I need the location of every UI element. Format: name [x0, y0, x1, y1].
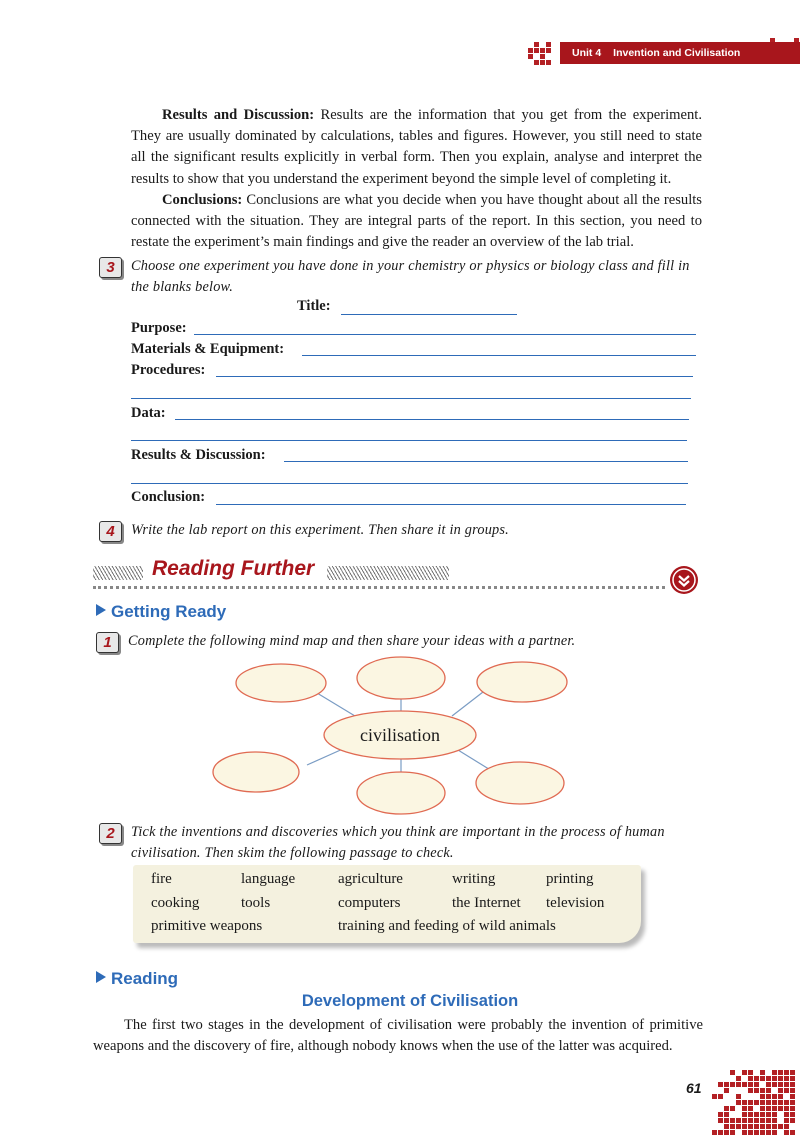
passage-text: The first two stages in the development of civilisation were probably the invention of primitive weapons and the discovery of fire, although nobody knows when the use of the latter was acquired.	[93, 1017, 703, 1055]
task-1-instruction: Complete the following mind map and then share your ideas with a partner.	[128, 633, 576, 649]
decor-pixel	[784, 1100, 789, 1105]
decor-pixel	[730, 1070, 735, 1075]
decor-pixel	[790, 1106, 795, 1111]
decor-pixel	[778, 1076, 783, 1081]
section-divider	[93, 586, 665, 589]
decor-pixel	[742, 1070, 747, 1075]
results-blank-1[interactable]	[284, 461, 688, 462]
decor-pixel	[766, 1088, 771, 1093]
decor-pixel	[748, 1118, 753, 1123]
decor-pixel	[534, 42, 539, 47]
conclusion-blank[interactable]	[216, 504, 686, 505]
task-4-instruction: Write the lab report on this experiment. Then share it in groups.	[131, 522, 509, 538]
passage-paragraph	[93, 1015, 703, 1057]
decor-pixel	[730, 1124, 735, 1129]
decor-pixel	[712, 1130, 717, 1135]
decor-pixel	[754, 1088, 759, 1093]
decor-pixel	[754, 1130, 759, 1135]
decor-pixel	[784, 1112, 789, 1117]
reading-heading	[96, 969, 178, 989]
decor-pixel	[742, 1100, 747, 1105]
word-television[interactable]: television	[546, 895, 605, 911]
decor-pixel	[736, 1094, 741, 1099]
decor-pixel	[736, 1118, 741, 1123]
data-blank-1[interactable]	[175, 419, 689, 420]
decor-pixel	[772, 1118, 777, 1123]
decor-pixel	[778, 1094, 783, 1099]
decor-pixel	[766, 1082, 771, 1087]
decor-pixel	[742, 1118, 747, 1123]
results-blank-2[interactable]	[131, 483, 688, 484]
decor-pixel	[534, 48, 539, 53]
decor-pixel	[784, 1076, 789, 1081]
decor-pixel	[742, 1112, 747, 1117]
decor-pixel	[790, 1100, 795, 1105]
decor-pixel	[772, 1076, 777, 1081]
materials-label: Materials & Equipment:	[131, 341, 285, 357]
decor-pixel	[742, 1106, 747, 1111]
word-language[interactable]: language	[241, 871, 296, 887]
unit-number: Unit 4	[572, 47, 602, 59]
decor-pixel	[784, 1070, 789, 1075]
decor-pixel	[724, 1082, 729, 1087]
decor-pixel	[790, 1070, 795, 1075]
decor-pixel	[772, 1106, 777, 1111]
decor-pixel	[724, 1118, 729, 1123]
procedures-blank-2[interactable]	[131, 398, 691, 399]
mind-map-bubble-bottom-right[interactable]	[476, 762, 564, 804]
decor-pixel	[790, 1094, 795, 1099]
decor-pixel	[760, 1130, 765, 1135]
decor-pixel	[760, 1106, 765, 1111]
decor-pixel	[760, 1124, 765, 1129]
decor-pixel	[754, 1100, 759, 1105]
decor-pixel	[760, 1118, 765, 1123]
data-label: Data:	[131, 405, 166, 421]
decor-pixel	[760, 1112, 765, 1117]
decor-pixel	[742, 1124, 747, 1129]
reading-label: Reading	[111, 969, 179, 988]
decor-pixel	[790, 1118, 795, 1123]
decor-pixel	[748, 1100, 753, 1105]
decor-pixel	[540, 60, 545, 65]
conclusion-label: Conclusion:	[131, 489, 206, 505]
chevron-down-icon[interactable]	[670, 566, 698, 594]
unit-header	[560, 42, 800, 64]
getting-ready-label: Getting Ready	[111, 602, 227, 621]
decor-pixel	[778, 1100, 783, 1105]
decor-pixel	[784, 1088, 789, 1093]
word-computers[interactable]: computers	[338, 895, 401, 911]
task-3-instruction: Choose one experiment you have done in your chemistry or physics or biology class and fill in the blanks below.	[131, 258, 690, 295]
decor-pixel	[754, 1124, 759, 1129]
decor-pixel	[748, 1124, 753, 1129]
title-blank[interactable]	[341, 314, 517, 315]
decor-pixel	[790, 1076, 795, 1081]
procedures-label: Procedures:	[131, 362, 206, 378]
decor-pixel	[534, 60, 539, 65]
decor-pixel	[784, 1082, 789, 1087]
decor-pixel	[546, 48, 551, 53]
results-text: Results are the information that you get from the experiment. They are usually dominated by calculations, tables and figures. However, you still need to state all the significant results explicitly in verbal form. Then you explain, analyse and interpret the results to show that you understand the experiment beyond the simple level of completing it.	[131, 107, 702, 187]
title-label: Title:	[297, 298, 331, 314]
decor-pixel	[748, 1088, 753, 1093]
results-field-label: Results & Discussion:	[131, 447, 266, 463]
decor-pixel	[790, 1112, 795, 1117]
word-writing[interactable]: writing	[452, 871, 496, 887]
word-cooking[interactable]: cooking	[151, 895, 200, 911]
decor-pixel	[718, 1082, 723, 1087]
passage-title: Development of Civilisation	[301, 992, 519, 1010]
decor-pixel	[772, 1124, 777, 1129]
decor-pixel	[760, 1100, 765, 1105]
word-agriculture[interactable]: agriculture	[338, 871, 403, 887]
decor-pixel	[754, 1082, 759, 1087]
results-discussion-paragraph	[131, 105, 702, 190]
decor-pixel	[766, 1124, 771, 1129]
decor-pixel	[766, 1106, 771, 1111]
decor-pixel	[718, 1094, 723, 1099]
decor-pixel	[766, 1100, 771, 1105]
mind-map	[200, 650, 600, 820]
triangle-icon	[96, 971, 106, 983]
mind-map-bubble-bottom-center[interactable]	[357, 772, 445, 814]
decor-pixel	[772, 1112, 777, 1117]
decor-pixel	[540, 48, 545, 53]
conclusions-label: Conclusions:	[162, 192, 243, 208]
getting-ready-heading	[96, 602, 226, 622]
word-internet[interactable]: the Internet	[452, 895, 521, 911]
decor-pixel	[742, 1130, 747, 1135]
task-number-3: 3	[99, 257, 122, 278]
decor-pixel	[724, 1124, 729, 1129]
decor-pixel	[772, 1094, 777, 1099]
task-number-2: 2	[99, 823, 122, 844]
decor-pixel	[748, 1076, 753, 1081]
decor-pixel	[790, 1082, 795, 1087]
decor-pixel	[724, 1130, 729, 1135]
section-title-reading-further: Reading Further	[152, 557, 315, 580]
decor-pixel	[712, 1094, 717, 1099]
decor-pixel	[778, 1124, 783, 1129]
decor-pixel	[736, 1100, 741, 1105]
decor-pixel	[754, 1076, 759, 1081]
decor-pixel	[784, 1118, 789, 1123]
word-tools[interactable]: tools	[241, 895, 271, 911]
word-printing[interactable]: printing	[546, 871, 594, 887]
mind-map-bubble-bottom-left[interactable]	[213, 752, 299, 792]
decor-pixel	[766, 1118, 771, 1123]
mind-map-bubble-top-center[interactable]	[357, 657, 445, 699]
hatch-right	[327, 566, 449, 580]
decor-pixel	[724, 1106, 729, 1111]
decor-pixel	[718, 1130, 723, 1135]
conclusions-paragraph	[131, 190, 702, 254]
decor-pixel	[730, 1130, 735, 1135]
decor-pixel	[730, 1082, 735, 1087]
decor-pixel	[748, 1070, 753, 1075]
decor-pixel	[778, 1070, 783, 1075]
hatch-left	[93, 566, 143, 580]
decor-pixel	[784, 1124, 789, 1129]
decor-pixel	[718, 1118, 723, 1123]
decor-pixel	[546, 42, 551, 47]
decor-pixel	[742, 1082, 747, 1087]
decor-pixel	[766, 1130, 771, 1135]
word-primitive-weapons[interactable]: primitive weapons	[151, 918, 263, 934]
decor-pixel	[528, 48, 533, 53]
purpose-blank[interactable]	[194, 334, 696, 335]
mind-map-center-text: civilisation	[360, 725, 440, 745]
decor-pixel	[772, 1100, 777, 1105]
decor-pixel	[760, 1094, 765, 1099]
unit-title: Invention and Civilisation	[613, 47, 741, 59]
decor-pixel	[724, 1088, 729, 1093]
triangle-icon	[96, 604, 106, 616]
mind-map-bubble-top-right[interactable]	[477, 662, 567, 702]
decor-pixel	[784, 1130, 789, 1135]
decor-pixel	[772, 1082, 777, 1087]
decor-pixel	[528, 54, 533, 59]
procedures-blank-1[interactable]	[216, 376, 693, 377]
decor-pixel	[766, 1094, 771, 1099]
decor-pixel	[790, 1088, 795, 1093]
materials-blank[interactable]	[302, 355, 696, 356]
decor-pixel	[766, 1112, 771, 1117]
decor-pixel	[748, 1082, 753, 1087]
word-wild-animals[interactable]: training and feeding of wild animals	[338, 918, 556, 934]
purpose-label: Purpose:	[131, 320, 187, 336]
word-fire[interactable]: fire	[151, 871, 172, 887]
mind-map-bubble-top-left[interactable]	[236, 664, 326, 702]
decor-pixel	[748, 1112, 753, 1117]
decor-pixel	[766, 1076, 771, 1081]
decor-pixel	[778, 1106, 783, 1111]
decor-pixel	[546, 60, 551, 65]
decor-pixel	[730, 1118, 735, 1123]
results-label: Results and Discussion:	[162, 107, 315, 123]
decor-pixel	[754, 1112, 759, 1117]
decor-pixel	[730, 1106, 735, 1111]
decor-pixel	[772, 1070, 777, 1075]
decor-pixel	[778, 1088, 783, 1093]
task-number-1: 1	[96, 632, 119, 653]
decor-pixel	[736, 1124, 741, 1129]
conclusions-text: Conclusions are what you decide when you have thought about all the results connected with the situation. They are integral parts of the report. In this section, you need to restate the experiment’s main findings and give the reader an overview of the lab trial.	[131, 192, 702, 251]
decor-pixel	[748, 1130, 753, 1135]
decor-pixel	[724, 1112, 729, 1117]
task-2-instruction: Tick the inventions and discoveries which you think are important in the process of human civilisation. Then skim the following passage to check.	[131, 824, 665, 861]
decor-pixel	[540, 54, 545, 59]
decor-pixel	[778, 1082, 783, 1087]
decor-pixel	[754, 1118, 759, 1123]
decor-pixel	[772, 1130, 777, 1135]
decor-pixel	[760, 1076, 765, 1081]
decor-pixel	[784, 1106, 789, 1111]
task-number-4: 4	[99, 521, 122, 542]
decor-pixel	[748, 1106, 753, 1111]
data-blank-2[interactable]	[131, 440, 687, 441]
decor-pixel	[760, 1088, 765, 1093]
decor-pixel	[736, 1082, 741, 1087]
decor-pixel	[790, 1130, 795, 1135]
page-number: 61	[686, 1080, 702, 1096]
decor-pixel	[760, 1070, 765, 1075]
decor-pixel	[736, 1076, 741, 1081]
decor-pixel	[718, 1112, 723, 1117]
